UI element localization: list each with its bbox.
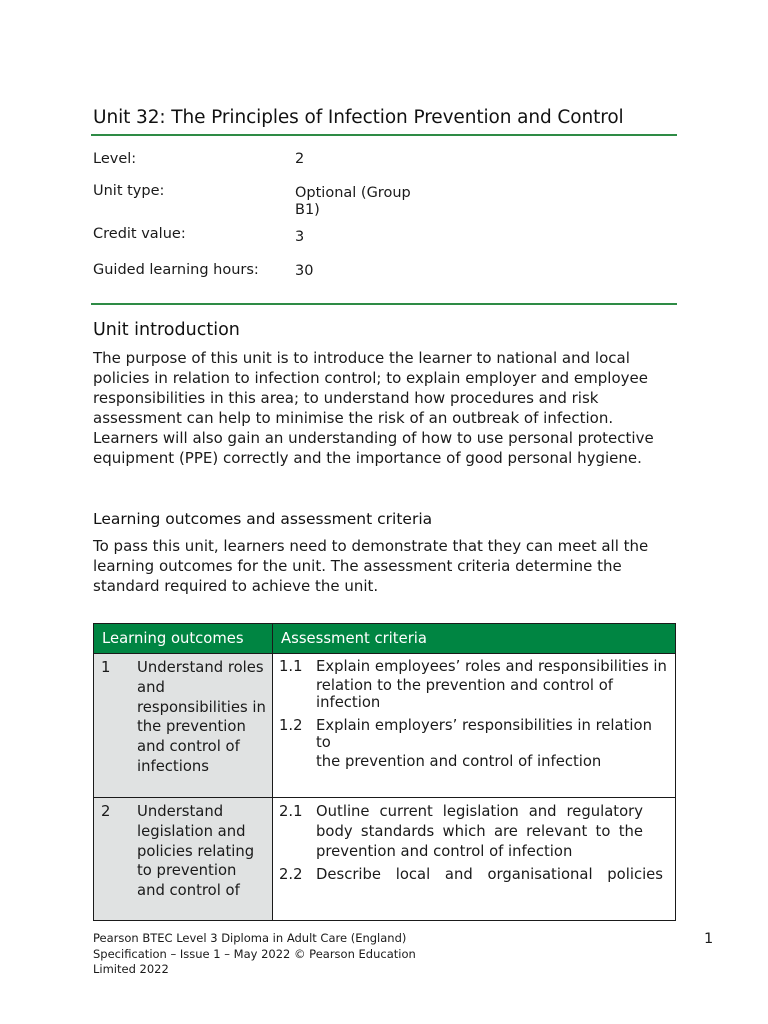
outcomes-table <box>93 623 676 921</box>
column-header-criteria: Assessment criteria <box>273 624 676 654</box>
unit-introduction-text: The purpose of this unit is to introduce the learner to national and local policies in relation to infection control; to explain employer and employee responsibilities in this area; to understand how procedures and risk assessment can help to minimise the risk of an outbreak of infection. Learners will also gain an understanding of how to use personal protective equipment (PPE) correctly and the importance of good personal hygiene. <box>93 349 654 467</box>
outcome-cell <box>94 798 273 921</box>
credit-value-label: Credit value: <box>93 226 186 242</box>
footer-line-1: Pearson BTEC Level 3 Diploma in Adult Care (England) <box>93 931 407 945</box>
table-row <box>94 798 676 921</box>
level-value: 2 <box>295 151 305 167</box>
outcome-text: Understand roles and responsibilities in the prevention and control of infections <box>137 659 266 775</box>
footer-line-3: Limited 2022 <box>93 962 169 976</box>
outcome-cell <box>94 654 273 798</box>
column-header-outcomes: Learning outcomes <box>94 624 273 654</box>
criterion-number: 2.1 <box>279 803 303 820</box>
criterion-number: 2.2 <box>279 866 303 884</box>
criterion-text: Describe local and organisational policies <box>316 866 663 884</box>
criterion-text: Outline current legislation and regulatory body standards which are relevant to the prevention and control of infection <box>316 803 643 860</box>
criterion-text: Explain employees’ roles and responsibilities in <box>316 658 667 675</box>
criterion-item <box>279 717 671 770</box>
outcome-number: 2 <box>101 803 111 820</box>
criterion-number: 1.2 <box>279 717 303 734</box>
outcome-number: 1 <box>101 659 111 676</box>
credit-value: 3 <box>295 229 305 245</box>
unit-introduction-heading: Unit introduction <box>93 320 240 340</box>
criterion-number: 1.1 <box>279 658 303 675</box>
criterion-text-continued: relation to the prevention and control of infection <box>316 677 613 711</box>
outcomes-heading: Learning outcomes and assessment criteria <box>93 510 433 528</box>
criterion-text: Explain employers’ responsibilities in relation to <box>316 717 652 751</box>
unit-type-label: Unit type: <box>93 183 165 199</box>
guided-hours-value: 30 <box>295 263 314 279</box>
criterion-text-continued: the prevention and control of infection <box>316 753 602 770</box>
criterion-item <box>279 658 671 711</box>
criterion-item <box>279 865 671 885</box>
meta-divider <box>91 303 677 305</box>
guided-hours-label: Guided learning hours: <box>93 262 259 278</box>
unit-type-value: Optional (Group B1) <box>295 185 411 218</box>
level-label: Level: <box>93 151 137 167</box>
title-divider <box>91 134 677 136</box>
unit-title: Unit 32: The Principles of Infection Prevention and Control <box>93 107 624 128</box>
criteria-cell <box>273 654 676 798</box>
footer <box>93 931 533 976</box>
page-number: 1 <box>704 931 714 947</box>
table-header-row <box>94 624 676 654</box>
criterion-item <box>279 802 671 861</box>
outcome-text: Understand legislation and policies relating to prevention and control of <box>137 803 255 900</box>
footer-line-2: Specification – Issue 1 – May 2022 © Pearson Education <box>93 946 416 961</box>
criteria-cell <box>273 798 676 921</box>
outcomes-intro-text: To pass this unit, learners need to demonstrate that they can meet all the learning outcomes for the unit. The assessment criteria determine the standard required to achieve the unit. <box>93 537 649 595</box>
table-row <box>94 654 676 798</box>
